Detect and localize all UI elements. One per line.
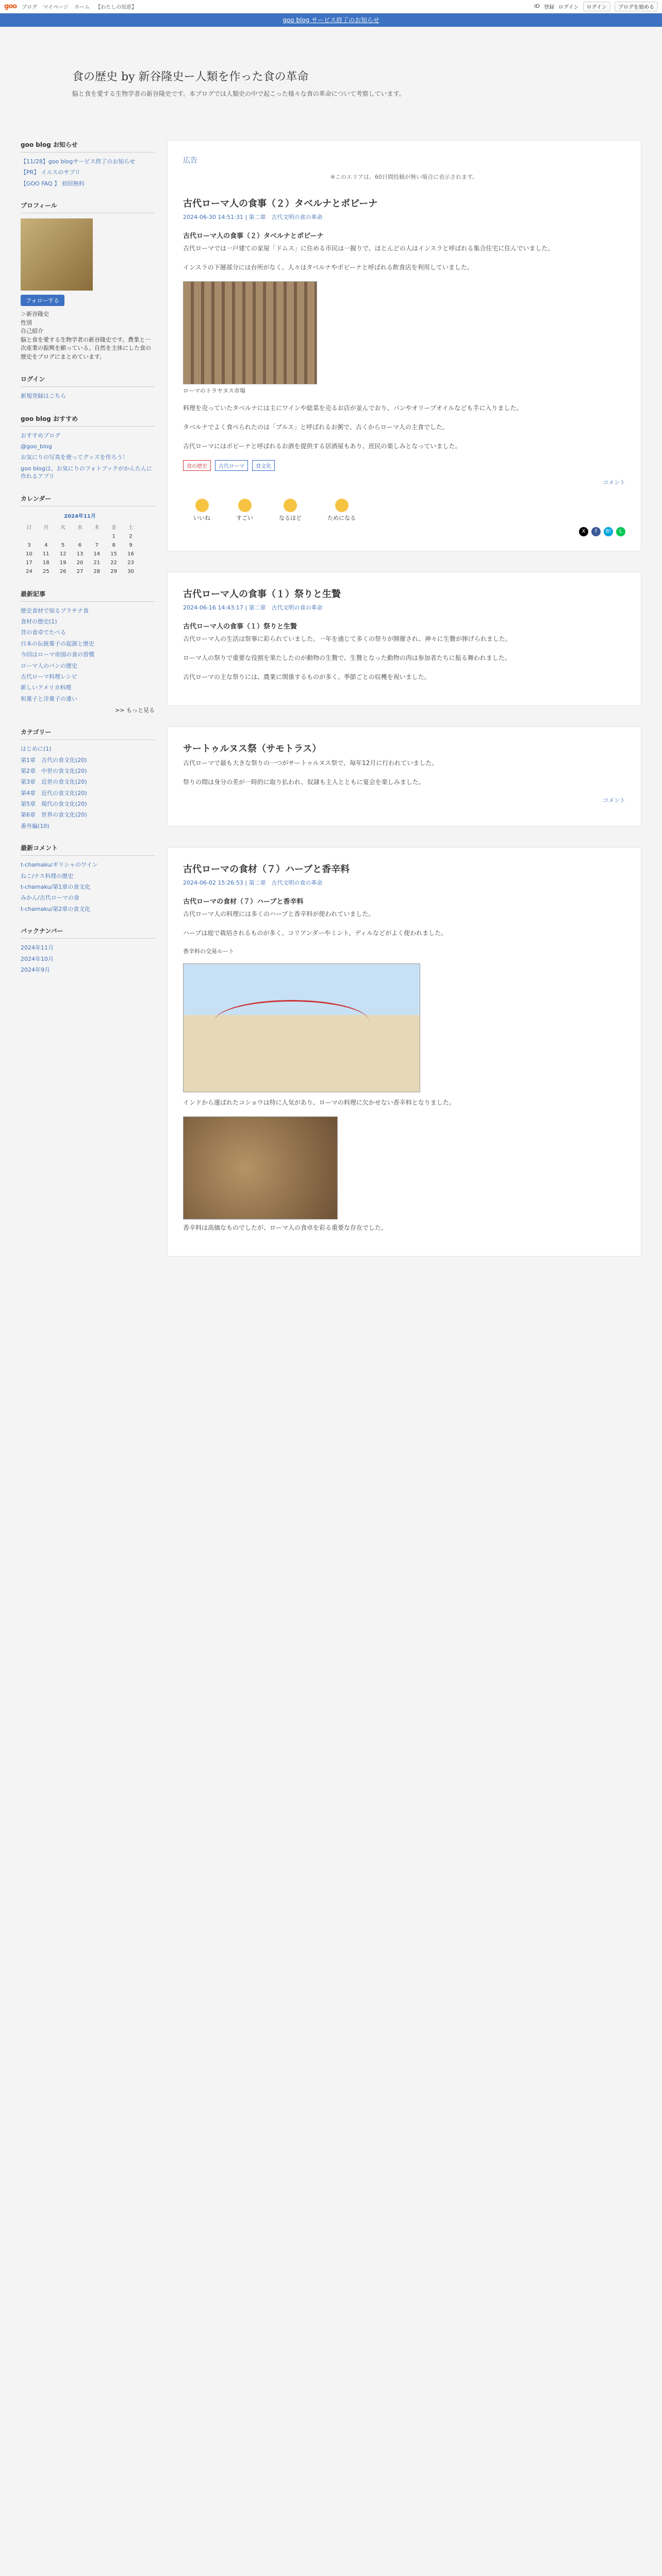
comment-item-link[interactable]: t-chamaku/ギリシャのワイン	[21, 861, 98, 869]
comment-item[interactable]	[21, 883, 155, 891]
recent-item-link[interactable]: 日本の伝統菓子の起源と歴史	[21, 640, 94, 647]
badge[interactable]: 古代ローマ	[215, 460, 248, 471]
category-item-link[interactable]: 第3章 近世の食文化(20)	[21, 778, 87, 786]
profile-intro-label: 自己紹介	[21, 328, 43, 335]
post-title[interactable]: 古代ローマの食材（７）ハーブと香辛料	[183, 864, 350, 875]
category-item[interactable]	[21, 778, 155, 786]
recent-list	[21, 607, 155, 703]
post-meta[interactable]: 2024-06-16 14:43:17 | 第二章 古代文明の食の革命	[183, 604, 323, 611]
profile-image	[21, 218, 93, 291]
comment-item-link[interactable]: t-chamaku/第2章の食文化	[21, 905, 91, 912]
post-title[interactable]: サートゥルヌス祭（サモトラス）	[183, 743, 322, 754]
post-paragraph: ローマ人の祭りで重要な役割を果たしたのが動物の生贄で、生贄となった動物の肉は参加者たちに振る舞われました。	[183, 654, 511, 662]
calendar-day[interactable]: 30	[127, 568, 134, 574]
top-nav-item[interactable]: 登録	[544, 5, 554, 10]
post-paragraph: ハーブは庭で栽培されるものが多く、コリアンダーやミント、ディルなどがよく使われました。	[183, 929, 448, 937]
comment-item-link[interactable]: みかん/古代ローマの食	[21, 894, 79, 902]
calendar-table	[21, 521, 139, 576]
backnumber-title: バックナンバー	[21, 926, 155, 939]
top-nav-item[interactable]: ホーム	[74, 5, 90, 10]
post-paragraph: インドから運ばれたコショウは特に人気があり、ローマの料理に欠かせない香辛料となりました。	[183, 1099, 455, 1106]
calendar-day[interactable]: 2	[129, 533, 133, 539]
comment-item[interactable]	[21, 905, 155, 913]
top-bar	[0, 0, 662, 13]
top-nav	[22, 3, 141, 10]
category-list	[21, 745, 155, 830]
recent-item-link[interactable]: ローマ人のパンの歴史	[21, 662, 77, 669]
blog-post	[167, 572, 641, 706]
calendar-day	[55, 532, 72, 541]
goo-logo[interactable]: goo	[4, 3, 17, 10]
post-body	[183, 230, 625, 452]
recommend-item[interactable]	[21, 465, 155, 481]
top-nav-item[interactable]: ログイン	[558, 5, 579, 10]
calendar-section	[21, 494, 155, 576]
backnumber-list	[21, 944, 155, 974]
calendar-day	[88, 532, 105, 541]
post-paragraph: 古代ローマで最も大きな祭りの一つがサートゥルヌス祭で、毎年12月に行われていました。	[183, 759, 438, 767]
line-share-icon[interactable]: L	[616, 527, 625, 536]
recent-item[interactable]	[21, 618, 155, 625]
category-item-link[interactable]: 第6章 世界の食文化(20)	[21, 811, 87, 819]
blog-title[interactable]: 食の歴史 by 新谷隆史ー人類を作った食の革命	[72, 71, 309, 83]
recommend-item[interactable]	[21, 443, 155, 450]
recent-item-link[interactable]: 食材の歴史(1)	[21, 618, 57, 625]
calendar-day	[21, 532, 38, 541]
calendar-day[interactable]: 6	[78, 542, 82, 548]
calendar-day	[72, 532, 89, 541]
calendar-day[interactable]: 28	[93, 568, 101, 574]
recommend-section	[21, 414, 155, 481]
recommend-link[interactable]: goo blogは、お気にりのフォトブックがかんたんに作れるアプリ	[21, 465, 153, 480]
calendar-day[interactable]: 5	[61, 542, 65, 548]
recommend-link[interactable]: おすすめブログ	[21, 432, 61, 439]
recommend-item[interactable]	[21, 432, 155, 439]
recommend-link[interactable]: @goo_blog	[21, 443, 52, 450]
reaction-like[interactable]	[193, 499, 210, 522]
trajan-market-image	[183, 281, 317, 384]
notice-section	[21, 140, 155, 188]
recent-item[interactable]	[21, 629, 155, 636]
calendar-day[interactable]: 12	[59, 551, 67, 557]
calendar-day[interactable]: 29	[110, 568, 117, 574]
service-notice-text[interactable]: goo blog サービス終了のお知らせ	[283, 16, 379, 24]
notice-link[interactable]: 【11/28】goo blogサービス終了のお知らせ	[21, 158, 136, 165]
notice-link[interactable]: 【PR】 イエスのサプリ	[21, 169, 80, 176]
calendar-weekday: 月	[43, 524, 49, 531]
calendar-day[interactable]: 27	[76, 568, 84, 574]
calendar-weekday: 木	[94, 524, 100, 531]
calendar-day[interactable]: 10	[26, 551, 32, 557]
calendar-title: カレンダー	[21, 494, 155, 506]
top-nav-item[interactable]: 【わたしの知恵】	[95, 5, 137, 10]
recommend-title: goo blog おすすめ	[21, 414, 155, 427]
category-item[interactable]	[21, 756, 155, 764]
calendar-day[interactable]: 9	[129, 542, 133, 548]
profile-section	[21, 201, 155, 361]
reaction-useful[interactable]	[327, 499, 356, 522]
recent-item-link[interactable]: 古代ローマ料理レシピ	[21, 673, 77, 680]
post-body	[183, 896, 625, 1233]
notice-list	[21, 158, 155, 188]
calendar-day[interactable]: 14	[93, 551, 101, 557]
calendar-day	[38, 532, 55, 541]
calendar-weekday: 水	[77, 524, 82, 531]
post-paragraph: 古代ローマ人の生活は祭事に彩られていました。一年を通じて多くの祭りが開催され、神々に生贄が捧げられました。	[183, 635, 511, 642]
comments-section	[21, 843, 155, 913]
profile-title: プロフィール	[21, 201, 155, 213]
backnumber-item[interactable]	[21, 944, 155, 952]
post-title[interactable]: 古代ローマ人の食事（２）タベルナとポピーナ	[183, 198, 378, 209]
post-subtitle: 古代ローマ人の食事（１）祭りと生贄	[183, 623, 297, 631]
calendar-day[interactable]: 20	[76, 560, 84, 566]
backnumber-item-link[interactable]: 2024年11月	[21, 944, 54, 952]
main-content	[167, 140, 641, 1277]
calendar-day[interactable]: 7	[95, 542, 98, 548]
post-paragraph: 香辛料は高価なものでしたが、ローマ人の食卓を彩る重要な存在でした。	[183, 1224, 388, 1231]
ad-label: 広告	[183, 157, 197, 165]
category-section	[21, 727, 155, 830]
login-title: ログイン	[21, 375, 155, 387]
comment-link[interactable]: コメント	[603, 479, 625, 486]
badge[interactable]: 食文化	[252, 460, 275, 471]
blog-post	[167, 140, 641, 551]
service-notice-banner[interactable]	[0, 13, 662, 27]
profile-intro-text: 脳と食を愛する生物学者の新谷隆史です。農業と一次産業の振興を願っている。自然を主体にした食の歴史をブログにまとめています。	[21, 336, 151, 360]
login-button[interactable]: ログイン	[583, 2, 611, 11]
wow-icon	[238, 499, 252, 512]
calendar-day[interactable]: 24	[26, 568, 32, 574]
calendar-day[interactable]: 13	[76, 551, 84, 557]
calendar-day[interactable]: 18	[42, 560, 49, 566]
facebook-share-icon[interactable]: f	[591, 527, 601, 536]
category-item[interactable]	[21, 789, 155, 797]
calendar-day[interactable]: 22	[110, 560, 117, 566]
profile-name[interactable]: ＞新谷隆史	[21, 311, 49, 318]
category-item-link[interactable]: 第1章 古代の食文化(20)	[21, 756, 87, 764]
recent-title: 最新記事	[21, 589, 155, 602]
category-item[interactable]	[21, 822, 155, 830]
post-paragraph: 古代ローマでは一戸建ての家屋「ドムス」に住める市民は一握りで、ほとんどの人はインスラと呼ばれる集合住宅に住んでいました。	[183, 245, 554, 252]
calendar-day[interactable]: 26	[59, 568, 67, 574]
recent-more-link[interactable]: >> もっと見る	[115, 707, 155, 714]
post-meta[interactable]: 2024-06-02 15:26:53 | 第二章 古代文明の食の革命	[183, 879, 323, 886]
image-caption: ローマのトラヤヌス市場	[183, 387, 245, 394]
recent-item-link[interactable]: 和菓子と洋菓子の違い	[21, 695, 77, 702]
start-blog-button[interactable]: ブログを始める	[615, 2, 658, 11]
recent-item[interactable]	[21, 673, 155, 681]
map-caption: 香辛料の交易ルート	[183, 948, 234, 955]
post-body	[183, 621, 625, 683]
post-title[interactable]: 古代ローマ人の食事（１）祭りと生贄	[183, 589, 341, 600]
comment-item-link[interactable]: t-chamaku/第1章の食文化	[21, 884, 91, 891]
recommend-item[interactable]	[21, 453, 155, 461]
post-body	[183, 758, 625, 788]
nod-icon	[284, 499, 297, 512]
reaction-label: なるほど	[279, 515, 302, 521]
login-section	[21, 375, 155, 401]
post-paragraph: 祭りの間は身分の差が一時的に取り払われ、奴隷も主人とともに宴会を楽しみました。	[183, 778, 425, 786]
reaction-row	[183, 494, 625, 527]
share-row	[183, 527, 625, 536]
badge[interactable]: 食の歴史	[183, 460, 211, 471]
blog-post	[167, 726, 641, 826]
content-wrap	[0, 140, 662, 1277]
reaction-label: すごい	[236, 515, 253, 521]
recent-item[interactable]	[21, 640, 155, 648]
backnumber-item[interactable]	[21, 955, 155, 963]
recent-item[interactable]	[21, 662, 155, 670]
blog-header	[0, 27, 662, 140]
post-paragraph: タベルナでよく食べられたのは「プルス」と呼ばれるお粥で、古くからローマ人の主食でした。	[183, 423, 449, 431]
calendar-day[interactable]: 23	[127, 560, 134, 566]
comment-item[interactable]	[21, 872, 155, 880]
category-item[interactable]	[21, 745, 155, 753]
post-paragraph: 古代ローマ人の料理には多くのハーブと香辛料が使われていました。	[183, 910, 375, 918]
x-share-icon[interactable]: X	[579, 527, 588, 536]
spice-image	[183, 1116, 338, 1219]
reaction-label: いいね	[193, 515, 210, 521]
notice-item[interactable]	[21, 158, 155, 165]
post-paragraph: インスラの下層部分には台所がなく、人々はタベルナやポピーナと呼ばれる飲食店を利用していました。	[183, 264, 473, 271]
recent-section	[21, 589, 155, 715]
recent-item-link[interactable]: 歴史食材で知るプラチナ食	[21, 607, 89, 614]
category-item-link[interactable]: 第2章 中世の食文化(20)	[21, 767, 87, 774]
category-item-link[interactable]: 第4章 近代の食文化(20)	[21, 789, 87, 796]
blog-description: 脳と食を愛する生物学者の新谷隆史です。本ブログでは人類史の中で起こった様々な食の革命について考察しています。	[72, 90, 405, 97]
calendar-day[interactable]: 17	[26, 560, 32, 566]
backnumber-item-link[interactable]: 2024年9月	[21, 967, 50, 973]
sidebar	[21, 140, 155, 1277]
recommend-list	[21, 432, 155, 481]
badge-row	[183, 460, 625, 471]
post-paragraph: 古代ローマの主な祭りには、農業に関係するものが多く、季節ごとの収穫を祝いました。	[183, 673, 431, 681]
top-nav-item[interactable]: マイページ	[43, 5, 69, 10]
category-item[interactable]	[21, 767, 155, 775]
category-item-link[interactable]: 番外編(10)	[21, 822, 49, 829]
post-paragraph: 料理を売っていたタベルナには主にワインや総菜を売るお店が並んでおり、パンやオリーブオイルなども手に入りました。	[183, 404, 523, 412]
recent-item[interactable]	[21, 695, 155, 703]
category-item[interactable]	[21, 811, 155, 819]
notice-item[interactable]	[21, 180, 155, 188]
ad-note: ※このエリアは、60日間投稿が無い場合に表示されます。	[330, 174, 478, 180]
comment-list	[21, 861, 155, 913]
comment-link[interactable]: コメント	[603, 797, 625, 804]
recent-item[interactable]	[21, 684, 155, 691]
comment-item[interactable]	[21, 894, 155, 902]
smile-icon	[195, 499, 209, 512]
calendar-day[interactable]: 11	[42, 551, 49, 557]
calendar-day[interactable]: 19	[59, 560, 67, 566]
recent-item-link[interactable]: 新しいアメリカ料理	[21, 684, 72, 691]
comment-item[interactable]	[21, 861, 155, 869]
calendar-day[interactable]: 8	[112, 542, 115, 548]
category-item[interactable]	[21, 800, 155, 808]
reaction-label: ためになる	[327, 515, 356, 521]
calendar-day[interactable]: 21	[93, 560, 101, 566]
calendar-day[interactable]: 3	[27, 542, 31, 548]
calendar-day[interactable]: 16	[127, 551, 134, 557]
category-title: カテゴリー	[21, 727, 155, 740]
blog-post	[167, 847, 641, 1257]
calendar-day[interactable]: 15	[110, 551, 117, 557]
calendar-weekday: 火	[60, 524, 66, 531]
calendar-day[interactable]: 25	[42, 568, 49, 574]
hatena-share-icon[interactable]: B!	[604, 527, 613, 536]
calendar-weekday: 金	[111, 524, 117, 531]
calendar-weekday: 日	[26, 524, 32, 531]
recent-item-link[interactable]: 昔の食卓でたべる	[21, 629, 66, 636]
post-meta[interactable]: 2024-06-30 14:51:31 | 第二章 古代文明の食の革命	[183, 214, 323, 221]
notice-title: goo blog お知らせ	[21, 140, 155, 152]
top-nav-item[interactable]: ブログ	[22, 5, 38, 10]
backnumber-item[interactable]	[21, 966, 155, 974]
category-item-link[interactable]: はじめに(1)	[21, 745, 52, 753]
category-item-link[interactable]: 第5章 現代の食文化(20)	[21, 801, 87, 808]
calendar-day[interactable]: 4	[44, 542, 48, 548]
post-paragraph: 古代ローマにはポピーナと呼ばれるお酒を提供する居酒屋もあり、庶民の楽しみとなっていました。	[183, 443, 461, 450]
notice-item[interactable]	[21, 168, 155, 176]
calendar	[21, 512, 139, 576]
calendar-caption[interactable]: 2024年11月	[64, 513, 96, 519]
recent-item[interactable]	[21, 651, 155, 658]
backnumber-item-link[interactable]: 2024年10月	[21, 955, 54, 962]
post-subtitle: 古代ローマ人の食事（２）タベルナとポピーナ	[183, 232, 324, 240]
top-right	[534, 2, 658, 11]
light-icon	[335, 499, 349, 512]
profile-gender: 性別	[21, 319, 32, 326]
follow-button[interactable]: フォローする	[21, 295, 64, 306]
comments-title: 最新コメント	[21, 843, 155, 856]
post-subtitle: 古代ローマの食材（７）ハーブと香辛料	[183, 898, 304, 906]
calendar-day[interactable]: 1	[112, 533, 115, 539]
recommend-link[interactable]: お気にりの写真を使ってグッズを作ろう！	[21, 454, 128, 461]
recent-item[interactable]	[21, 607, 155, 615]
notice-link[interactable]: 【GOO FAQ 】 初回無料	[21, 180, 85, 187]
register-link[interactable]: 新規登録はこちら	[21, 393, 66, 400]
comment-item-link[interactable]: ねこ/ナス料理の歴史	[21, 872, 74, 879]
backnumber-section	[21, 926, 155, 974]
reaction-agree[interactable]	[279, 499, 302, 522]
reaction-wow[interactable]	[236, 499, 253, 522]
recent-item-link[interactable]: 今回はローマ帝国の食の習慣	[21, 651, 94, 658]
spice-route-map	[183, 963, 420, 1092]
top-nav-item[interactable]: ID	[534, 4, 540, 9]
calendar-weekday: 土	[128, 524, 134, 531]
